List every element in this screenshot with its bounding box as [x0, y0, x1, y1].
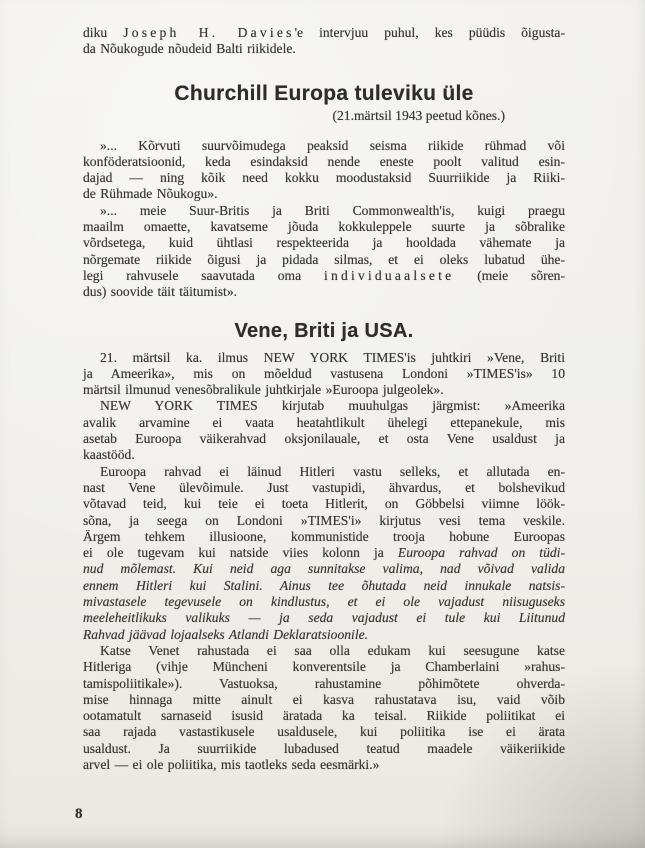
section-heading-vene-briti-usa: Vene, Briti ja USA. [234, 319, 414, 342]
text-line [83, 480, 565, 496]
text-line [83, 692, 565, 708]
text-run: Katse Venet rahustada ei saa olla edukam kui seesugune katse [100, 642, 565, 658]
text-line [83, 578, 565, 594]
italic-text-run: ennem Hitleri kui Stalini. Ainus tee õhutada neid innukale natsis- [83, 577, 565, 593]
text-run: NEW YORK TIMES kirjutab muuhulgas järgmist: »Ameerika [100, 398, 565, 414]
text-line [83, 724, 565, 740]
text-run: sõna, ja seega on Londoni »TIMES'i» kirjutus vesi tema veskile. [83, 512, 565, 528]
text-line [83, 382, 565, 398]
section-churchill-paragraphs [83, 138, 565, 301]
text-run: Euroopa rahvad ei läinud Hitleri vastu selleks, et allutada en- [100, 463, 565, 479]
text-run: märtsil ilmunud venesõbralikule juhtkirjale »Euroopa julgeolek». [83, 382, 444, 398]
text-line [83, 138, 565, 154]
text-line [83, 545, 565, 561]
paragraph [83, 398, 565, 463]
text-line [83, 366, 565, 382]
text-line [83, 284, 565, 300]
text-line [83, 676, 565, 692]
text-run: legi rahvusele saavutada oma [83, 267, 325, 283]
text-run: Hitleriga (vihje Müncheni konverentsile ja Chamberlaini »rahus- [83, 659, 565, 675]
italic-text-run: Rahvad jäävad lojaalseks Atlandi Deklaratsioonile. [83, 626, 369, 642]
text-line [83, 186, 565, 202]
text-line [83, 431, 565, 447]
text-line [83, 41, 565, 57]
text-line [83, 350, 565, 366]
text-run: dajad — ning kõik need kokku moodustaksid Suurriikide ja Riiki- [83, 170, 565, 186]
paragraph [83, 25, 565, 58]
text-run: arvel — ei ole poliitika, mis taotleks seda eesmärki.» [83, 756, 380, 772]
paragraph [83, 643, 565, 773]
text-run: mise hinnaga mitte ainult ei kasva rahustatava isu, vaid võib [83, 691, 565, 707]
text-line [83, 708, 565, 724]
intro-continuation-paragraph [83, 25, 565, 58]
text-run: dus) soovide täit täitumist». [83, 284, 238, 300]
speech-dateline: (21.märtsil 1943 peetud kõnes.) [332, 107, 505, 123]
letterspaced-text-run: Joseph H. Davies [123, 25, 295, 40]
text-run: maailm omaette, kavatseme jõuda kokkuleppele suurte ja sõbralike [83, 219, 565, 235]
italic-text-run: meeleheitlikuks valikuks — ja seda vajadust ei tule kui Liitunud [83, 610, 565, 626]
section-heading-churchill: Churchill Europa tuleviku üle [174, 81, 474, 105]
text-run: avalik arvamine ei vaata heatahtlikult ühelegi ettepanekule, mis [83, 414, 565, 430]
text-run: da Nõukogude nõudeid Balti riikidele. [83, 41, 296, 57]
text-run: »... meie Suur-Britis ja Briti Commonwealth'is, kuigi praegu [100, 202, 565, 218]
text-run: tamispoliitikale»). Vastuoksa, rahustamine põhimõtete ohverda- [83, 675, 565, 691]
text-run: ja Ameerika», mis on mõeldud vastusena Londoni »TIMES'is» 10 [83, 365, 565, 381]
text-line [83, 203, 565, 219]
text-run: 21. märtsil ka. ilmus NEW YORK TIMES'is juhtkiri »Vene, Briti [100, 349, 565, 365]
text-run: ei ole tugevam kui natside viies kolonn ja [83, 545, 398, 561]
text-line [83, 219, 565, 235]
text-run: nõrgemate riikide õigusi ja pidada silmas, et ei oleks lubatud ühe- [83, 251, 565, 267]
text-run: »... Kõrvuti suurvõimudega peaksid seisma riikide rühmad või [100, 137, 565, 153]
text-run: nast Vene ülevõimule. Just vastupidi, ähvardus, et bolshevikud [83, 479, 565, 495]
text-line [83, 415, 565, 431]
text-run: konföderatsioonid, keda esindaksid nende eneste poolt valitud esin- [83, 153, 565, 169]
text-run: usaldust. Ja suurriikide lubadused teatud maadele väikeriikide [83, 740, 565, 756]
text-line [83, 643, 565, 659]
text-line [83, 25, 565, 41]
text-line [83, 627, 565, 643]
text-run: võrdsetega, kuid ühtlasi respekteerida ja hooldada vähemate ja [83, 235, 565, 251]
text-line [83, 235, 565, 251]
text-line [83, 447, 565, 463]
text-line [83, 594, 565, 610]
text-run: 'e intervjuu puhul, kes püüdis õigusta- [294, 25, 565, 40]
text-line [83, 496, 565, 512]
text-line [83, 252, 565, 268]
section-vene-briti-usa [83, 320, 565, 774]
section-churchill-europa [83, 83, 565, 301]
text-run: ootamatult sarnaseid isusid äratada ka teisal. Riikide poliitikat ei [83, 708, 565, 724]
section-vene-paragraphs [83, 350, 565, 774]
text-line [83, 741, 565, 757]
text-line [83, 398, 565, 414]
paragraph [83, 138, 565, 203]
text-line [83, 561, 565, 577]
text-run: kaastööd. [83, 447, 135, 463]
text-run: saa rajada vastastikusele usaldusele, kui poliitika ise ei ärata [83, 724, 565, 740]
text-line [83, 529, 565, 545]
paragraph [83, 203, 565, 301]
text-line [83, 170, 565, 186]
text-run: võtavad teid, kui teie ei toeta Hitlerit, on Göbbelsi viimne löök- [83, 496, 565, 512]
letterspaced-text-run: individuaalsete [324, 267, 455, 283]
text-line [83, 610, 565, 626]
paragraph [83, 464, 565, 643]
italic-text-run: nud mõlemast. Kui neid aga sunnitakse valima, nad võivad valida [83, 561, 565, 577]
text-run: Ärgem tehkem illusioone, kommunistide trooja hobune Euroopas [83, 528, 565, 544]
italic-text-run: Euroopa rahvad on tüdi- [397, 545, 565, 561]
text-line [83, 464, 565, 480]
text-run: diku [83, 25, 124, 40]
text-line [83, 154, 565, 170]
page-number: 8 [75, 806, 83, 823]
text-line [83, 268, 565, 284]
text-line [83, 757, 565, 773]
text-run: asetab Euroopa väikerahvad oksjonilauale, et osta Vene usaldust ja [83, 431, 565, 447]
text-line [83, 513, 565, 529]
italic-text-run: mivastasele tegevusele on kindlustus, et ei ole vajadust niisuguseks [83, 594, 565, 610]
text-run: de Rühmade Nõukogu». [83, 186, 218, 202]
text-run: (meie sõren- [454, 267, 565, 283]
text-line [83, 659, 565, 675]
paragraph [83, 350, 565, 399]
